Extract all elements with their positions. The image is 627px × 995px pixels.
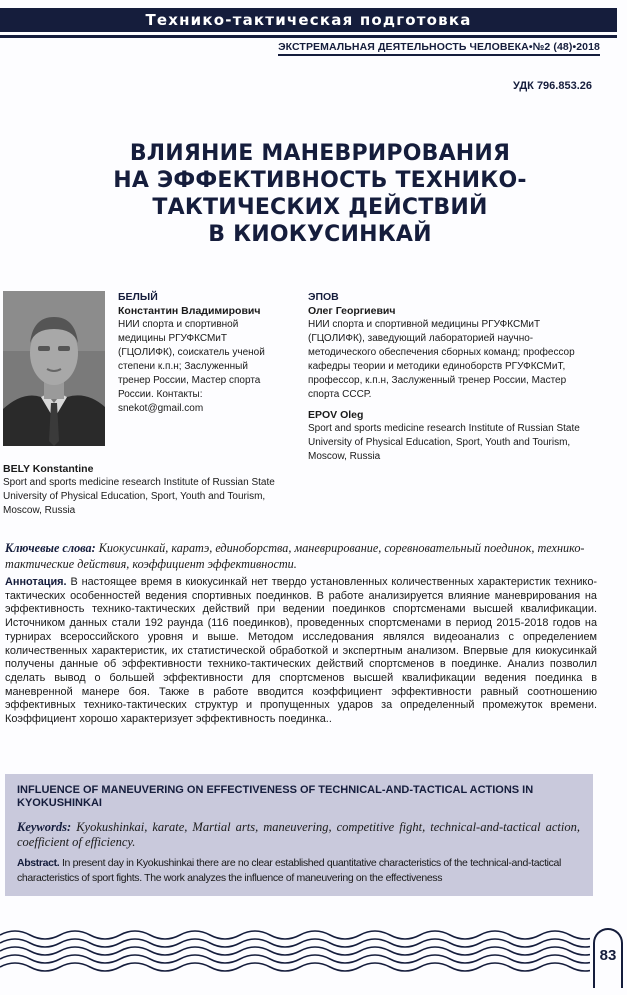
author-bely-ru	[118, 290, 278, 416]
author-photo	[3, 291, 105, 446]
author-affiliation: НИИ спорта и спортивной медицины РГУФКСМиТ (ГЦОЛИФК), заведующий лабораторией научно-методического обеспечения сборных команд; профессор кафедры теории и методики единоборств РГУФКСМиТ, профессор, к.п.н, Заслуженный тренер России, Мастер спорта СССР.	[308, 319, 575, 400]
english-keywords	[17, 820, 580, 850]
title-line: ТАКТИЧЕСКИХ ДЕЙСТВИЙ	[152, 195, 488, 220]
author-affiliation-en: Sport and sports medicine research Institute of Russian State University of Physical Education, Sport, Youth and Tourism, Moscow, Russia	[3, 477, 275, 516]
author-affiliation-en: Sport and sports medicine research Institute of Russian State University of Physical Education, Sport, Youth and Tourism, Moscow, Russia	[308, 423, 580, 462]
keywords-label: Ключевые слова:	[5, 541, 96, 555]
author-surname: БЕЛЫЙ	[118, 291, 158, 303]
article-title	[60, 140, 580, 248]
author-surname: ЭПОВ	[308, 291, 339, 303]
title-line: ВЛИЯНИЕ МАНЕВРИРОВАНИЯ	[129, 141, 511, 166]
udk-code: УДК 796.853.26	[513, 80, 592, 92]
english-title: INFLUENCE OF MANEUVERING ON EFFECTIVENESS OF TECHNICAL-AND-TACTICAL ACTIONS IN KYOKUSHINKAI	[17, 784, 534, 809]
title-line: НА ЭФФЕКТИВНОСТЬ ТЕХНИКО-	[113, 168, 527, 193]
decorative-waves	[0, 905, 590, 990]
section-header: Технико-тактическая подготовка	[0, 8, 617, 32]
keywords-label-en: Keywords:	[17, 820, 72, 834]
journal-info: ЭКСТРЕМАЛЬНАЯ ДЕЯТЕЛЬНОСТЬ ЧЕЛОВЕКА•№2 (48)•2018	[278, 41, 600, 56]
author-name-en: EPOV Oleg	[308, 409, 364, 421]
author-epov-ru	[308, 290, 578, 402]
abstract-label-en: Abstract.	[17, 857, 60, 869]
author-name-en: BELY Konstantine	[3, 463, 94, 475]
title-line: В КИОКУСИНКАЙ	[208, 222, 432, 247]
keywords-ru	[5, 540, 597, 572]
abstract-text-en: In present day in Kyokushinkai there are no clear established quantitative characteristics of the technical-and-tactical characteristics of sport fights. The work analyzes the influence of maneuvering on the effectiveness	[17, 857, 562, 884]
author-name: Олег Георгиевич	[308, 305, 396, 317]
annotation-label: Аннотация.	[5, 576, 67, 588]
header-divider	[0, 35, 617, 38]
author-affiliation: НИИ спорта и спортивной медицины РГУФКСМиТ (ГЦОЛИФК), соискатель ученой степени к.п.н; Заслуженный тренер России, Мастер спорта России. Контакты: snekot@gmail.com	[118, 319, 265, 414]
author-name: Константин Владимирович	[118, 305, 261, 317]
keywords-text-en: Kyokushinkai, karate, Martial arts, maneuvering, competitive fight, technical-and-tactical action, coefficient of efficiency.	[17, 820, 580, 849]
author-epov-en	[308, 408, 588, 464]
english-abstract	[17, 856, 582, 886]
author-bely-en	[3, 462, 288, 518]
keywords-text: Киокусинкай, каратэ, единоборства, маневрирование, соревновательный поединок, технико-тактические действия, коэффициент эффективности.	[5, 541, 585, 571]
page-number: 83	[599, 947, 617, 964]
annotation-ru	[5, 576, 597, 727]
annotation-text: В настоящее время в киокусинкай нет твердо установленных количественных характеристик технико-тактических особенностей ведения спортивных поединков. В работе анализируется влияние маневрирования на эффективность технико-тактических действий при ведении поединков спортсменами высшей квалификации. Источником данных стали 192 раунда (116 поединков), проведенных спортсменами в период 2015-2018 годов на турнирах всероссийского уровня и выше. Методом исследования являлся видеоанализ с определением количественных характеристик, их статистической обработкой и экспертным анализом. Впервые для киокусинкай получены данные об эффективности технико-тактических действий спортсменов в поединке. Анализ позволил сделать вывод о большей эффективности для спортсменов высшей квалификации ведения поединка в маневренной манере боя. Также в работе вводится коэффициент эффективности равный соотношению эффективных технико-тактических структур и пропущенных ударов за определенный промежуток времени. Коэффициент хорошо характеризует эффективность поединка..	[5, 576, 597, 726]
author-portrait-image	[3, 291, 105, 446]
